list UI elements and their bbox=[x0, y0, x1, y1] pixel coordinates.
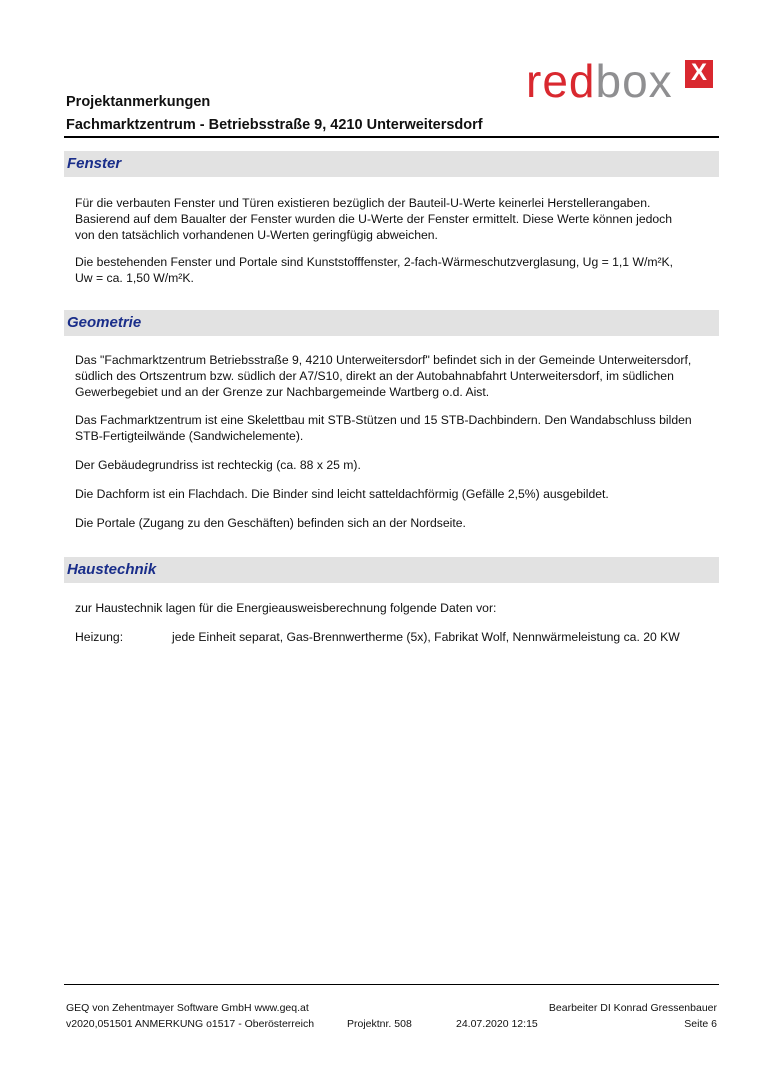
footer-rule bbox=[64, 984, 719, 985]
footer-page-number: Seite 6 bbox=[684, 1018, 717, 1030]
text-line: Die bestehenden Fenster und Portale sind Kunststofffenster, 2-fach-Wärmeschutzverglasung, Ug = 1,1 W/m²K, bbox=[75, 255, 674, 269]
logo-red-part: red bbox=[526, 55, 596, 107]
section-title-geometrie: Geometrie bbox=[67, 314, 142, 331]
section-header-haustechnik bbox=[64, 557, 719, 583]
footer-software: GEQ von Zehentmayer Software GmbH www.geq.at bbox=[66, 1002, 309, 1014]
document-title: Projektanmerkungen bbox=[66, 94, 211, 110]
text-line: Für die verbauten Fenster und Türen existieren bezüglich der Bauteil-U-Werte keinerlei Herstellerangaben. bbox=[75, 196, 651, 210]
logo-wordmark bbox=[526, 55, 673, 107]
text-line: Basierend auf dem Baualter der Fenster wurden die U-Werte der Fenster ermittelt. Diese Werte können jedoch bbox=[75, 212, 673, 226]
logo-x-badge: X bbox=[685, 60, 713, 88]
text-line: Das "Fachmarktzentrum Betriebsstraße 9, 4210 Unterweitersdorf" befindet sich in der Gemeinde Unterweitersdorf, bbox=[75, 353, 692, 367]
section-header-fenster bbox=[64, 151, 719, 177]
geometrie-paragraph-5: Die Portale (Zugang zu den Geschäften) befinden sich an der Nordseite. bbox=[75, 516, 466, 530]
section-header-geometrie bbox=[64, 310, 719, 336]
haustechnik-intro: zur Haustechnik lagen für die Energieausweisberechnung folgende Daten vor: bbox=[75, 601, 497, 615]
footer-version: v2020,051501 ANMERKUNG o1517 - Oberösterreich bbox=[66, 1018, 315, 1030]
text-line: südlich des Ortszentrum bzw. südlich der A7/S10, direkt an der Autobahnabfahrt Unterweitersdorf, im südlichen bbox=[75, 369, 674, 383]
text-line: STB-Fertigteilwände (Sandwichelemente). bbox=[75, 429, 304, 443]
heizung-label: Heizung: bbox=[75, 630, 124, 644]
footer-bearbeiter: Bearbeiter DI Konrad Gressenbauer bbox=[548, 1002, 717, 1014]
heizung-value: jede Einheit separat, Gas-Brennwertherme (5x), Fabrikat Wolf, Nennwärmeleistung ca. 20 KW bbox=[172, 630, 680, 644]
text-line: von den tatsächlich vorhandenen U-Werten geringfügig abweichen. bbox=[75, 228, 438, 242]
project-subtitle: Fachmarktzentrum - Betriebsstraße 9, 4210 Unterweitersdorf bbox=[66, 117, 483, 133]
footer-projektnr: Projektnr. 508 bbox=[347, 1018, 412, 1030]
header-rule bbox=[64, 136, 719, 138]
footer-datum: 24.07.2020 12:15 bbox=[456, 1018, 538, 1030]
fenster-paragraph-1 bbox=[75, 195, 725, 243]
section-title-fenster: Fenster bbox=[67, 155, 122, 172]
section-title-haustechnik: Haustechnik bbox=[67, 561, 157, 578]
fenster-paragraph-2 bbox=[75, 254, 725, 286]
geometrie-paragraph-4: Die Dachform ist ein Flachdach. Die Binder sind leicht satteldachförmig (Gefälle 2,5%) ausgebildet. bbox=[75, 487, 609, 501]
geometrie-paragraph-2 bbox=[75, 412, 725, 444]
geometrie-paragraph-3: Der Gebäudegrundriss ist rechteckig (ca. 88 x 25 m). bbox=[75, 458, 361, 472]
logo-gray-part: box bbox=[595, 55, 673, 107]
text-line: Uw = ca. 1,50 W/m²K. bbox=[75, 271, 194, 285]
text-line: Das Fachmarktzentrum ist eine Skelettbau mit STB-Stützen und 15 STB-Dachbindern. Den Wandabschluss bilden bbox=[75, 413, 692, 427]
geometrie-paragraph-1 bbox=[75, 352, 725, 400]
redbox-logo bbox=[526, 54, 716, 114]
text-line: Gewerbegebiet und an der Grenze zur Nachbargemeinde Wartberg o.d. Aist. bbox=[75, 385, 490, 399]
